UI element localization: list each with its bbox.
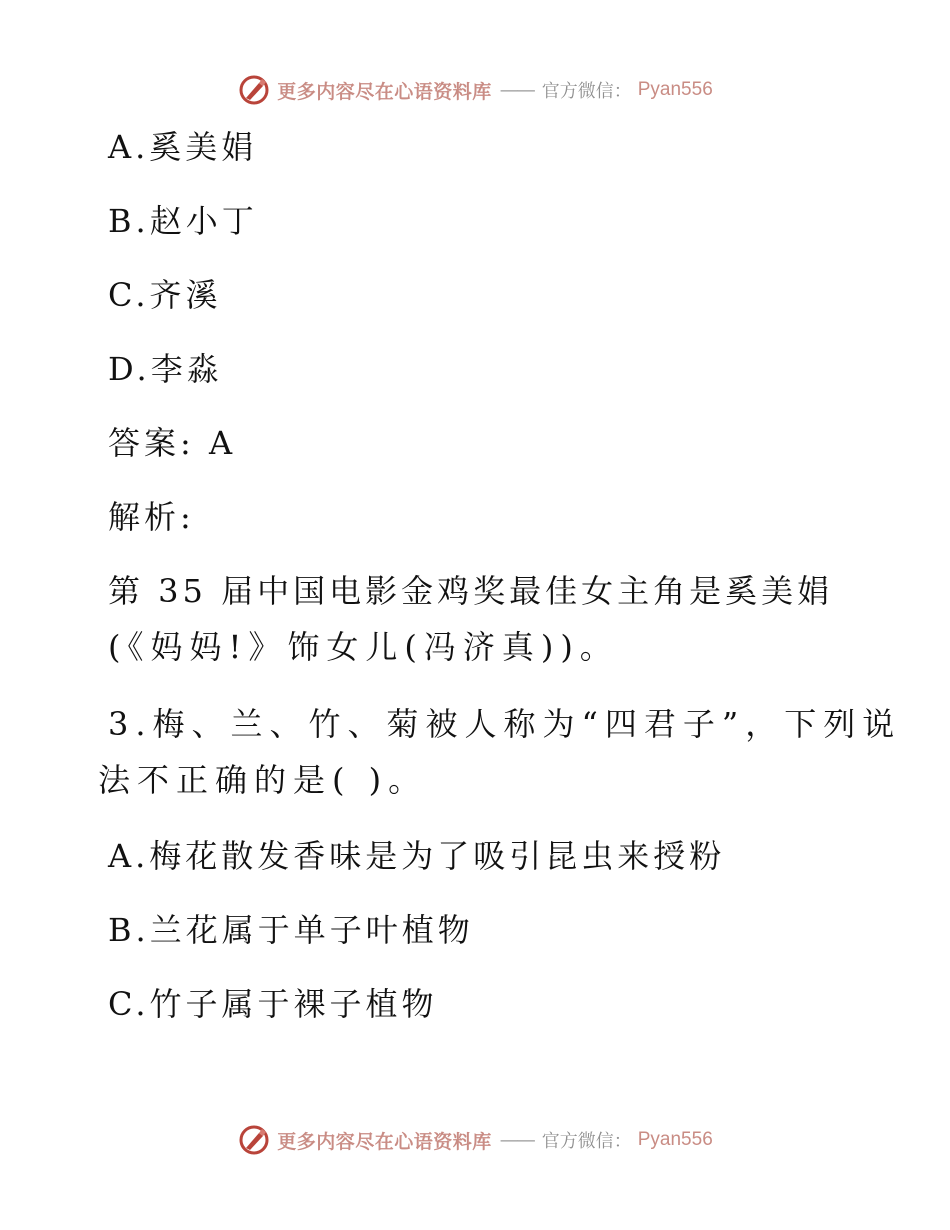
- q2-option-b: B.赵小丁: [108, 202, 258, 240]
- q3-stem-line-1: 3.梅、兰、竹、菊被人称为“四君子”，下列说: [108, 705, 902, 743]
- header-banner-content: [237, 73, 713, 107]
- q2-option-a: A.奚美娟: [108, 128, 258, 166]
- header-wechat-label: 官方微信：: [541, 81, 632, 102]
- footer-banner-dash: ——: [499, 1129, 534, 1151]
- footer-banner-text: 更多内容尽在心语资料库: [277, 1130, 492, 1153]
- header-banner-dash: ——: [499, 79, 534, 101]
- q2-answer: 答案: A: [108, 424, 237, 462]
- q3-option-b: B.兰花属于单子叶植物: [108, 911, 474, 949]
- q2-analysis-label: 解析:: [108, 498, 195, 536]
- footer-banner: [0, 1120, 950, 1160]
- q2-analysis-line-1: 第 35 届中国电影金鸡奖最佳女主角是奚美娟: [108, 572, 834, 610]
- header-banner-text: 更多内容尽在心语资料库: [277, 80, 492, 103]
- footer-wechat-label: 官方微信：: [541, 1131, 632, 1152]
- pen-logo-icon: [237, 73, 271, 107]
- q2-analysis-line-2: (《妈妈!》饰女儿(冯济真))。: [108, 628, 619, 666]
- footer-banner-content: [237, 1123, 713, 1157]
- q2-option-c: C.齐溪: [108, 276, 222, 314]
- q3-option-a: A.梅花散发香味是为了吸引昆虫来授粉: [108, 837, 726, 875]
- q3-option-c: C.竹子属于裸子植物: [108, 985, 438, 1023]
- q3-stem-line-2: 法不正确的是( )。: [98, 761, 428, 799]
- header-wechat-id: Pyan556: [637, 79, 713, 100]
- footer-wechat-id: Pyan556: [637, 1129, 713, 1150]
- q2-option-d: D.李淼: [108, 350, 223, 388]
- header-banner: [0, 70, 950, 110]
- pen-logo-icon: [237, 1123, 271, 1157]
